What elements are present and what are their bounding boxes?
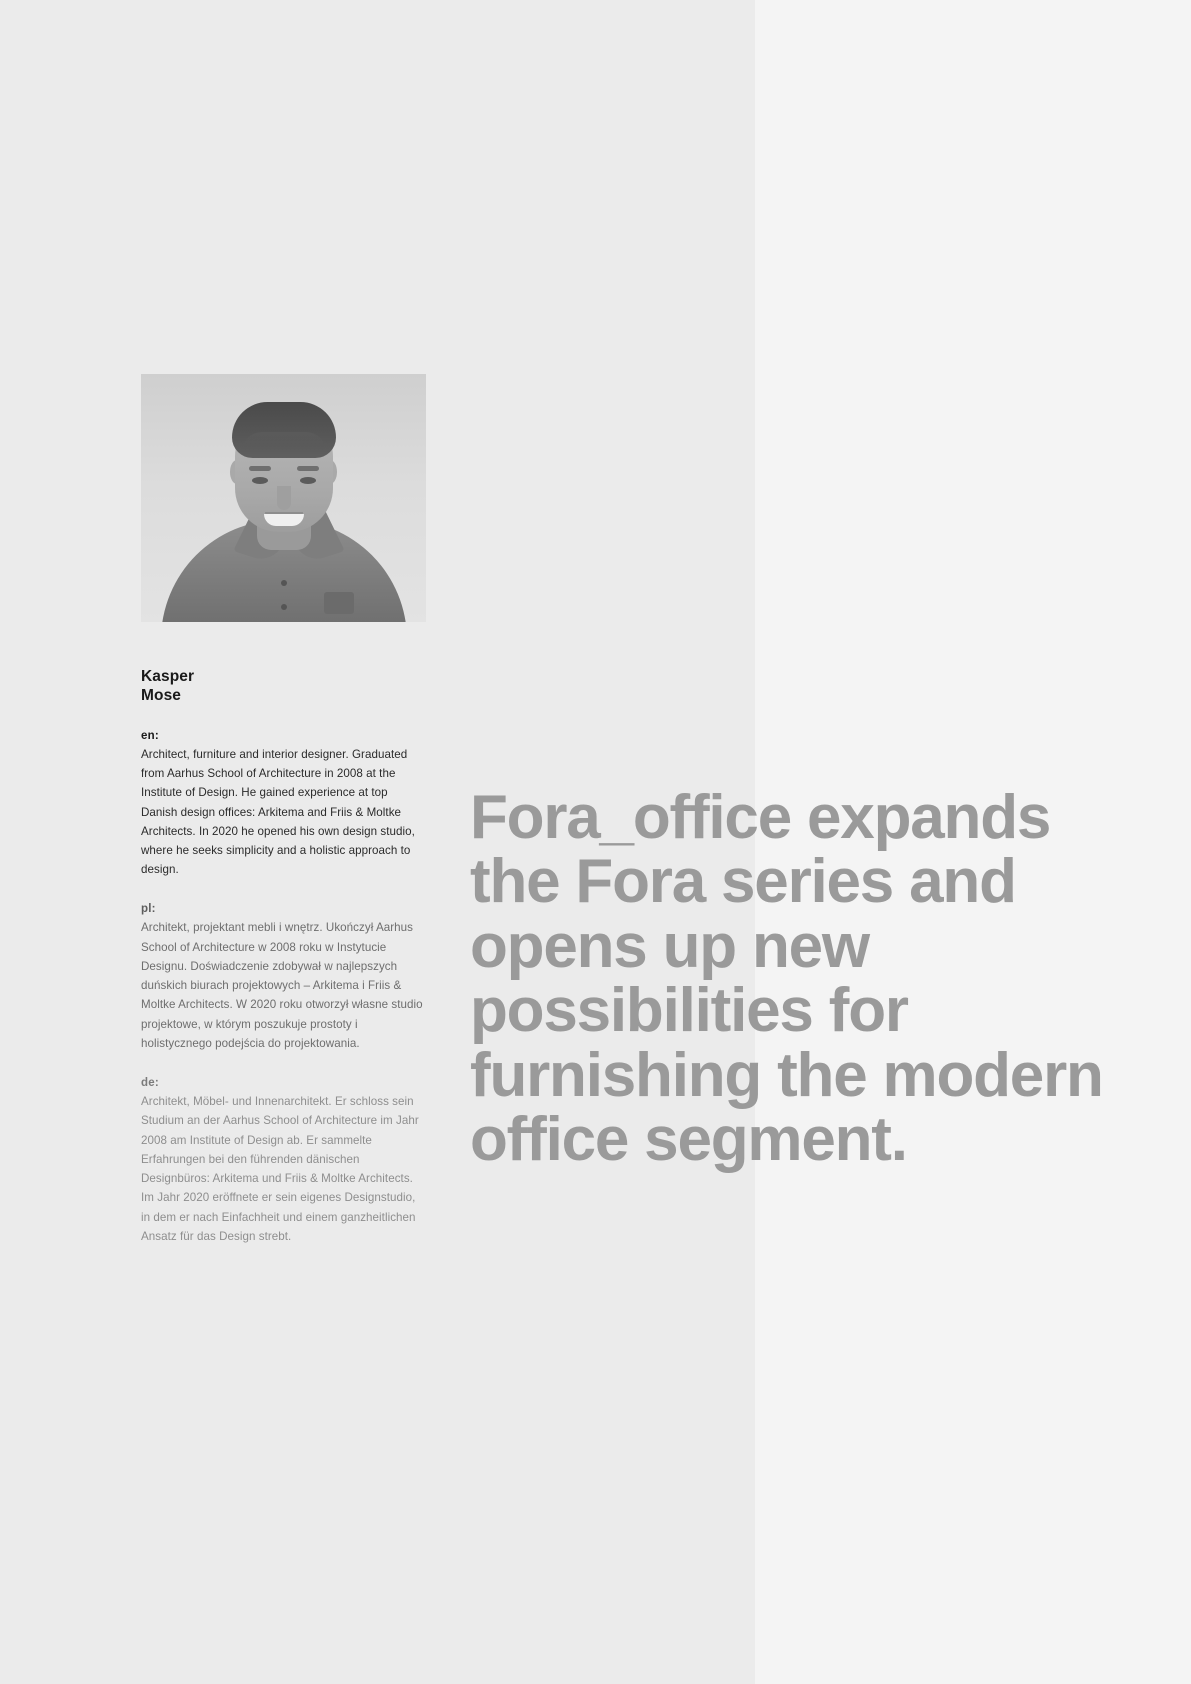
portrait-photo bbox=[141, 374, 426, 622]
bio-language-label-de: de: bbox=[141, 1077, 159, 1090]
photo-eyebrow-left bbox=[249, 466, 271, 471]
designer-profile-column bbox=[141, 374, 426, 1246]
photo-shirt-button-1 bbox=[281, 580, 287, 586]
bio-language-label-pl: pl: bbox=[141, 903, 156, 916]
page-headline: Fora_office expands the Fora series and opens up new possibilities for furnishing the modern office segment. bbox=[470, 783, 1103, 1175]
designer-last-name: Mose bbox=[141, 686, 182, 704]
bio-text-en: Architect, furniture and interior designer. Graduated from Aarhus School of Architecture in 2008 at the Institute of Design. He gained experience at top Danish design offices: Arkitema and Friis & Moltke Architects. In 2020 he opened his own design studio, where he seeks simplicity and a holistic approach to design. bbox=[141, 747, 415, 877]
photo-mouth bbox=[264, 514, 304, 526]
photo-hair bbox=[232, 402, 336, 458]
bio-language-label-en: en: bbox=[141, 729, 159, 742]
photo-nose bbox=[277, 486, 291, 510]
photo-eye-right bbox=[300, 477, 316, 484]
bio-block-pl bbox=[141, 903, 426, 1053]
bio-text-de: Architekt, Möbel- und Innenarchitekt. Er schloss sein Studium an der Aarhus School of Architecture im Jahr 2008 am Institute of Design ab. Er sammelte Erfahrungen bei den führenden dänischen Designbüros: Arkitema und Friis & Moltke Architects. Im Jahr 2020 eröffnete er sein eigenes Designstudio, in dem er nach Einfachheit und einem ganzheitlichen Ansatz für das Design strebt. bbox=[141, 1095, 419, 1243]
photo-shirt-pocket bbox=[324, 592, 354, 614]
designer-first-name: Kasper bbox=[141, 668, 195, 685]
bio-text-pl: Architekt, projektant mebli i wnętrz. Ukończył Aarhus School of Architecture w 2008 roku w Instytucie Designu. Doświadczenie zdobywał w najlepszych duńskich biurach projektowych – Arkitema i Friis & Moltke Architects. W 2020 roku otworzył własne studio projektowe, w którym poszukuje prostoty i holistycznego podejścia do projektowania. bbox=[141, 921, 423, 1050]
designer-name bbox=[141, 668, 426, 706]
bio-block-de bbox=[141, 1077, 426, 1246]
bio-block-en bbox=[141, 730, 426, 880]
photo-eye-left bbox=[252, 477, 268, 484]
photo-eyebrow-right bbox=[297, 466, 319, 471]
photo-shirt-button-2 bbox=[281, 604, 287, 610]
